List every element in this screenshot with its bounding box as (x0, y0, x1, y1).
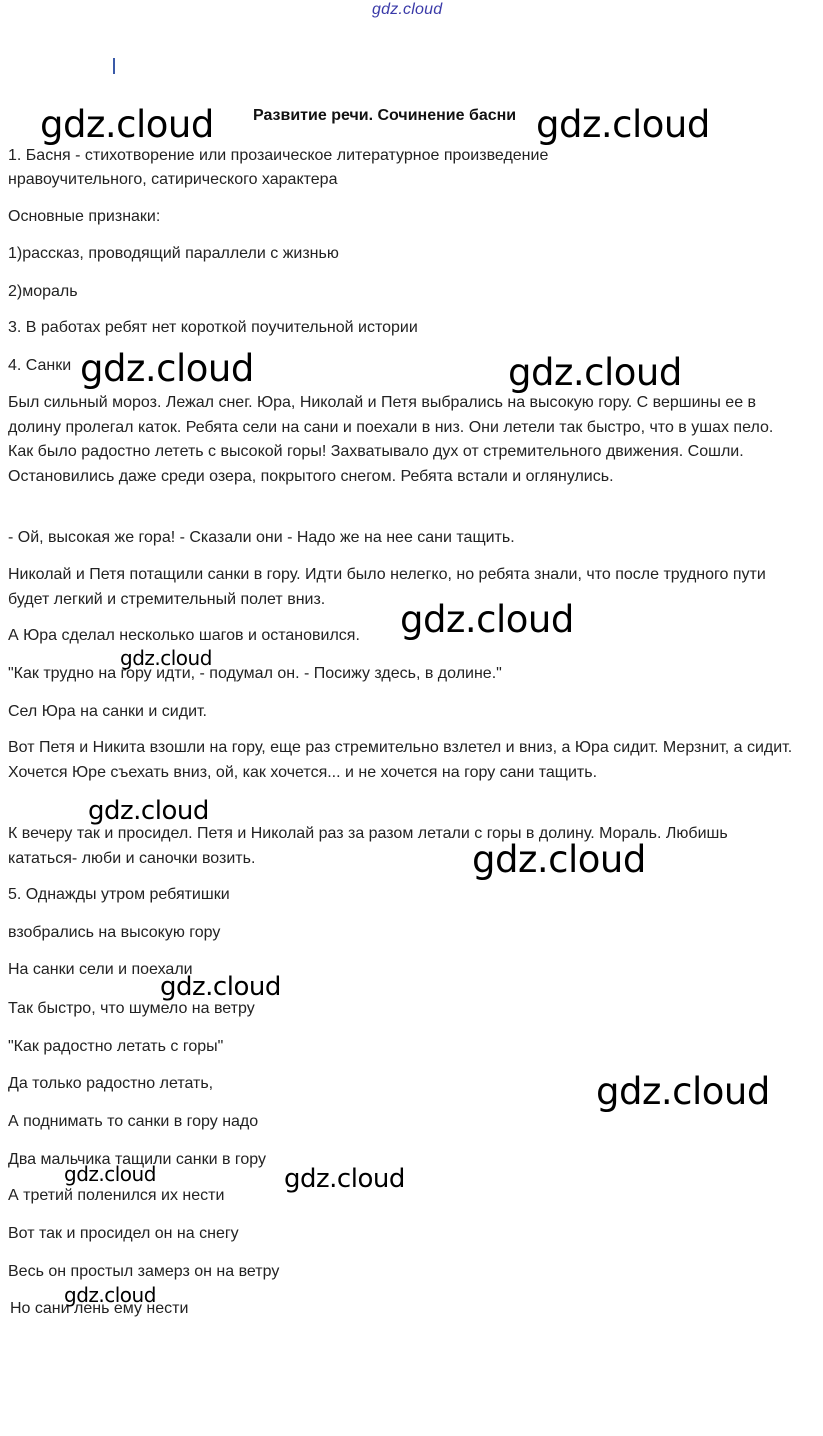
text-line: Два мальчика тащили санки в гору (8, 1151, 266, 1168)
watermark: gdz.cloud (120, 646, 212, 670)
text-line: Но сани лень ему нести (10, 1300, 189, 1317)
text-line: А поднимать то санки в гору надо (8, 1113, 259, 1130)
text-line: Сел Юра на санки и сидит. (8, 703, 207, 720)
watermark: gdz.cloud (88, 796, 209, 826)
watermark: gdz.cloud (80, 347, 254, 390)
watermark: gdz.cloud (472, 838, 646, 881)
text-line: - Ой, высокая же гора! - Сказали они - Надо же на нее сани тащить. (8, 529, 515, 546)
text-line: взобрались на высокую гору (8, 924, 221, 941)
text-line: Да только радостно летать, (8, 1075, 214, 1092)
section-heading: 4. Санки (8, 357, 72, 374)
paragraph: К вечеру так и просидел. Петя и Николай раз за разом летали с горы в долину. Мораль. Любишь кататься- люби и саночки возить. (8, 825, 728, 867)
watermark: gdz.cloud (596, 1070, 770, 1113)
paragraph: Был сильный мороз. Лежал снег. Юра, Николай и Петя выбрались на высокую гору. С вершины ее в долину пролегал каток. Ребята сели на сани и поехали в низ. Они летели так быстро, что в ушах пело. Как было радостно лететь с высокой горы! Захватывало дух от стремительного движения. Сошли. Остановились даже среди озера, покрытого снегом. Ребята встали и оглянулись. (8, 394, 774, 485)
text-line: На санки сели и поехали (8, 961, 193, 978)
text-line: Вот так и просидел он на снегу (8, 1225, 239, 1242)
text-line: 3. В работах ребят нет короткой поучительной истории (8, 319, 418, 336)
text-line: Весь он простыл замерз он на ветру (8, 1263, 280, 1280)
watermark: gdz.cloud (64, 1162, 156, 1186)
watermark: gdz.cloud (508, 351, 682, 394)
watermark: gdz.cloud (160, 972, 281, 1002)
text-line: А третий поленился их нести (8, 1187, 225, 1204)
text-line: А Юра сделал несколько шагов и остановился. (8, 627, 360, 644)
text-line: Так быстро, что шумело на ветру (8, 1000, 255, 1017)
page-title: Развитие речи. Сочинение басни (253, 107, 517, 124)
text-line: 1. Басня - стихотворение или прозаическое литературное произведение (8, 147, 549, 164)
text-line: нравоучительного, сатирического характера (8, 171, 338, 188)
watermark: gdz.cloud (40, 103, 214, 146)
text-line: "Как радостно летать с горы" (8, 1038, 224, 1055)
text-line: 2)мораль (8, 283, 78, 300)
text-line: Основные признаки: (8, 208, 161, 225)
text-line: "Как трудно на гору идти, - подумал он. - Посижу здесь, в долине." (8, 665, 502, 682)
text-line: 5. Однажды утром ребятишки (8, 886, 230, 903)
paragraph: Вот Петя и Никита взошли на гору, еще раз стремительно взлетел и вниз, а Юра сидит. Мерзнит, а сидит. Хочется Юре съехать вниз, ой, как хочется... и не хочется на гору сани тащить. (8, 739, 793, 781)
watermark: gdz.cloud (536, 103, 710, 146)
text-line: 1)рассказ, проводящий параллели с жизнью (8, 245, 339, 262)
paragraph: Николай и Петя потащили санки в гору. Идти было нелегко, но ребята знали, что после трудного пути будет легкий и стремительный полет вниз. (8, 566, 766, 608)
watermark: gdz.cloud (284, 1164, 405, 1194)
watermark: gdz.cloud (64, 1283, 156, 1307)
watermark: gdz.cloud (400, 598, 574, 641)
header-link[interactable]: gdz.cloud (372, 1, 443, 18)
text-cursor (113, 58, 115, 74)
